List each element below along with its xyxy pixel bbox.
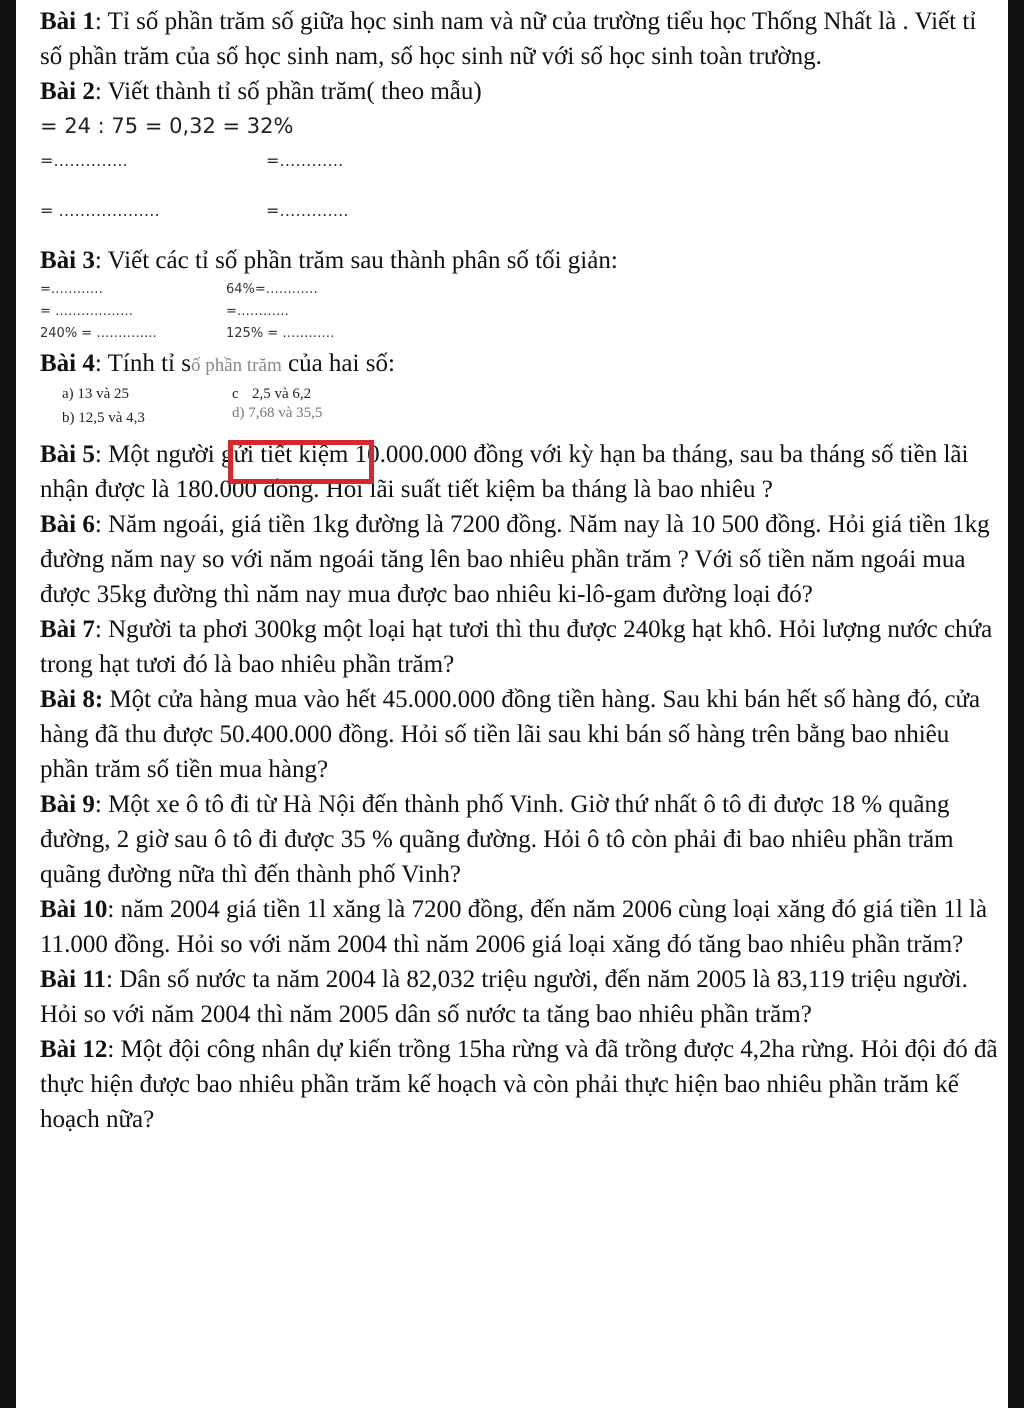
exercise-1 xyxy=(40,4,1000,74)
example-calculation: = 24 : 75 = 0,32 = 32% xyxy=(40,114,294,138)
blank-answer: = ………………. xyxy=(40,201,160,220)
exercise-text: : Dân số nước ta năm 2004 là 82,032 triệu người, đến năm 2005 là 83,119 triệu người. Hỏi so với năm 2004 thì năm 2005 dân số nước ta tăng bao nhiêu phần trăm? xyxy=(40,966,968,1028)
subitem-prefix: c xyxy=(232,386,239,402)
exercise-7 xyxy=(40,612,1000,682)
exercise-text: : Một đội công nhân dự kiến trồng 15ha rừng và đã trồng được 4,2ha rừng. Hỏi đội đó đã thực hiện được bao nhiêu phần trăm kế hoạch và còn phải thực hiện bao nhiêu phần trăm kế hoạch nữa? xyxy=(40,1036,998,1133)
obscured-text: ố phần trăm xyxy=(190,355,282,376)
subitem: b) 12,5 và 4,3 xyxy=(62,410,145,426)
exercise-label: Bài 8: xyxy=(40,686,104,713)
exercise-label: Bài 11 xyxy=(40,966,106,993)
left-frame-edge xyxy=(0,0,16,1408)
subitem: a) 13 và 25 xyxy=(62,386,130,402)
exercise-12 xyxy=(40,1032,1000,1137)
exercise-label: Bài 6 xyxy=(40,511,95,538)
blank-answer: =………….. xyxy=(40,151,128,170)
worksheet-content xyxy=(40,4,1000,1137)
blank-row xyxy=(40,183,1000,229)
highlight-box xyxy=(228,440,374,484)
blank-row xyxy=(40,143,1000,183)
exercise-11 xyxy=(40,962,1000,1032)
exercise-label: Bài 1 xyxy=(40,8,95,35)
blank-answer: =………… xyxy=(226,304,289,319)
exercise-label: Bài 9 xyxy=(40,791,95,818)
blank-answer: 240% = ………….. xyxy=(40,326,157,341)
exercise-10 xyxy=(40,892,1000,962)
exercise-3 xyxy=(40,243,1000,278)
blank-answer: =…………. xyxy=(266,201,349,220)
subitem: 2,5 và 6,2 xyxy=(252,386,312,402)
exercise-6 xyxy=(40,507,1000,612)
blank-row xyxy=(40,322,1000,344)
blank-row xyxy=(40,278,1000,300)
blank-answer: 125% = ………… xyxy=(226,326,335,341)
blank-answer: = ……………… xyxy=(40,304,134,319)
blank-row xyxy=(40,300,1000,322)
right-frame-edge xyxy=(1008,0,1024,1408)
exercise-2 xyxy=(40,74,1000,109)
exercise-4 xyxy=(40,346,1000,383)
exercise-label: Bài 12 xyxy=(40,1036,108,1063)
blank-answer: 64%=………… xyxy=(226,282,318,297)
exercise-9 xyxy=(40,787,1000,892)
exercise-text: : Tỉ số phần trăm số giữa học sinh nam và nữ của trường tiểu học Thống Nhất là . Viết tỉ số phần trăm của số học sinh nam, số học sinh nữ với số học sinh toàn trường. xyxy=(40,8,977,70)
exercise-text: : Tính tỉ s xyxy=(94,350,191,377)
subitems-row xyxy=(40,407,1000,431)
exercise-text: : Viết thành tỉ số phần trăm( theo mẫu) xyxy=(94,78,482,105)
exercise-label: Bài 2 xyxy=(40,78,95,105)
exercise-text: : năm 2004 giá tiền 1l xăng là 7200 đồng, đến năm 2006 cùng loại xăng đó giá tiền 1l là 11.000 đồng. Hỏi so với năm 2004 thì năm 2006 giá loại xăng đó tăng bao nhiêu phần trăm? xyxy=(40,896,988,958)
subitems-row xyxy=(40,383,1000,407)
exercise-text: : Năm ngoái, giá tiền 1kg đường là 7200 đồng. Năm nay là 10 500 đồng. Hỏi giá tiền 1kg đường năm nay so với năm ngoái tăng lên bao nhiêu phần trăm ? Với số tiền năm ngoái mua được 35kg đường thì năm nay mua được bao nhiêu ki-lô-gam đường loại đó? xyxy=(40,511,990,608)
exercise-text: của hai số: xyxy=(287,350,395,377)
exercise-8 xyxy=(40,682,1000,787)
exercise-text: : Viết các tỉ số phần trăm sau thành phân số tối giản: xyxy=(94,247,618,274)
exercise-label: Bài 5 xyxy=(40,441,95,468)
exercise-text: : Một người gửi tiết kiệm 10.000.000 đồng với kỳ hạn ba tháng, sau ba tháng số tiền lãi nhận được là 180.000 đồng. Hỏi lãi suất tiết kiệm ba tháng là bao nhiêu ? xyxy=(40,441,969,503)
blank-answer: =………… xyxy=(266,151,344,170)
exercise-label: Bài 7 xyxy=(40,616,95,643)
worksheet-page xyxy=(16,0,1008,1408)
exercise-text: : Người ta phơi 300kg một loại hạt tươi thì thu được 240kg hạt khô. Hỏi lượng nước chứa trong hạt tươi đó là bao nhiêu phần trăm? xyxy=(40,616,993,678)
subitem: d) 7,68 và 35,5 xyxy=(232,405,323,421)
exercise-label: Bài 3 xyxy=(40,247,95,274)
exercise-label: Bài 10 xyxy=(40,896,108,923)
exercise-text: Một cửa hàng mua vào hết 45.000.000 đồng tiền hàng. Sau khi bán hết số hàng đó, cửa hàng đã thu được 50.400.000 đồng. Hỏi số tiền lãi sau khi bán số hàng trên bằng bao nhiêu phần trăm số tiền mua hàng? xyxy=(40,686,981,783)
exercise-label: Bài 4 xyxy=(40,350,95,377)
exercise-text: : Một xe ô tô đi từ Hà Nội đến thành phố Vinh. Giờ thứ nhất ô tô đi được 18 % quãng đường, 2 giờ sau ô tô đi được 35 % quãng đường. Hỏi ô tô còn phải đi bao nhiêu phần trăm quãng đường nữa thì đến thành phố Vinh? xyxy=(40,791,954,888)
blank-answer: =………… xyxy=(40,282,103,297)
exercise-5 xyxy=(40,437,1000,507)
